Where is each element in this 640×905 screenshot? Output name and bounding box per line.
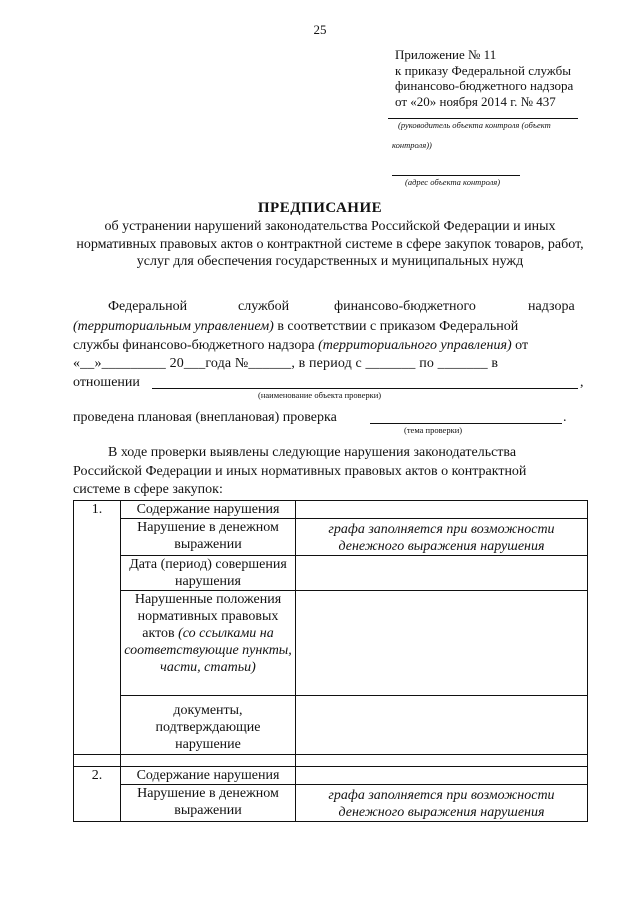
topic-caption: (тема проверки) <box>404 425 463 435</box>
table-row <box>74 556 588 591</box>
signature-line <box>388 118 578 119</box>
content-value-cell[interactable] <box>296 501 588 519</box>
money-value-cell[interactable]: графа заполняется при возможности денежного выражения нарушения <box>296 519 588 556</box>
appendix-line-1: Приложение № 11 <box>395 47 497 62</box>
norms-label-cell <box>121 591 296 696</box>
money-value-cell[interactable]: графа заполняется при возможности денежного выражения нарушения <box>296 785 588 822</box>
object-name-underline <box>152 388 578 389</box>
table-row <box>74 696 588 755</box>
p1-line-3-text: службы финансово-бюджетного надзора <box>73 338 315 353</box>
table-row <box>74 767 588 785</box>
content-value-cell[interactable] <box>296 767 588 785</box>
address-line <box>392 175 520 176</box>
p1-word-3: финансово-бюджетного <box>334 299 476 314</box>
norms-value-cell[interactable] <box>296 591 588 696</box>
documents-label-cell: документы, подтверждающие нарушение <box>121 696 296 755</box>
p3-line-2: Российской Федерации и иных нормативных правовых актов о контрактной <box>73 464 527 479</box>
table-row <box>74 755 588 767</box>
topic-underline <box>370 423 562 424</box>
documents-value-cell[interactable] <box>296 696 588 755</box>
p1-line-2 <box>73 319 518 335</box>
p1-line-3 <box>73 338 528 354</box>
row-number-cell: 2. <box>74 767 121 822</box>
row-number-cell: 1. <box>74 501 121 755</box>
violations-table <box>73 500 588 822</box>
money-label-cell: Нарушение в денежном выражении <box>121 785 296 822</box>
document-subtitle: об устранении нарушений законодательства Российской Федерации и иных нормативных правовых актов о контрактной системе в сфере закупок товаров, работ, услуг для обеспечения государственных и муниципальных нужд <box>76 219 584 269</box>
norms-label-italic: (со ссылками на соответствующие пункты, части, статьи) <box>124 626 292 675</box>
p1-line-2-text: в соответствии с приказом Федеральной <box>277 319 519 334</box>
appendix-block <box>395 47 573 109</box>
object-name-caption: (наименование объекта проверки) <box>258 390 382 400</box>
p1-line-4: «__»_________ 20___года №______, в период с _______ по _______ в <box>73 356 499 371</box>
table-row <box>74 591 588 696</box>
money-label-cell: Нарушение в денежном выражении <box>121 519 296 556</box>
p3-line-3: системе в сфере закупок: <box>73 482 223 497</box>
p2-text: проведена плановая (внеплановая) проверка <box>73 410 337 425</box>
appendix-line-2: к приказу Федеральной службы <box>395 62 571 78</box>
p1-word-4: надзора <box>528 299 575 314</box>
p2-end: . <box>563 410 567 425</box>
gap-cell <box>296 755 588 767</box>
content-label-cell: Содержание нарушения <box>121 501 296 519</box>
p1-line-3-italic: (территориального управления) <box>318 338 512 353</box>
gap-cell <box>121 755 296 767</box>
signature-caption-1: (руководитель объекта контроля (объект <box>398 120 551 130</box>
p1-word-2: службой <box>238 299 290 314</box>
p3-line-1: В ходе проверки выявлены следующие нарушения законодательства <box>108 445 517 460</box>
page-number: 25 <box>313 22 327 37</box>
table-row <box>74 501 588 519</box>
p1-line-5-start: отношении <box>73 375 140 390</box>
address-caption: (адрес объекта контроля) <box>405 177 501 187</box>
p1-line-5-end: , <box>580 375 584 390</box>
table-row <box>74 785 588 822</box>
document-title: ПРЕДПИСАНИЕ <box>257 200 383 216</box>
appendix-line-3: финансово-бюджетного надзора <box>395 78 574 93</box>
content-label-cell: Содержание нарушения <box>121 767 296 785</box>
date-value-cell[interactable] <box>296 556 588 591</box>
norms-label-text: Нарушенные положения нормативных правовых актов <box>134 592 282 641</box>
table-row <box>74 519 588 556</box>
gap-cell <box>74 755 121 767</box>
date-label-cell: Дата (период) совершения нарушения <box>121 556 296 591</box>
p1-line-3-end: от <box>515 338 529 353</box>
p1-line-2-italic: (территориальным управлением) <box>73 319 274 334</box>
appendix-line-4: от «20» ноября 2014 г. № 437 <box>395 93 556 109</box>
signature-caption-2: контроля)) <box>392 140 432 150</box>
p1-word-1: Федеральной <box>108 299 188 314</box>
